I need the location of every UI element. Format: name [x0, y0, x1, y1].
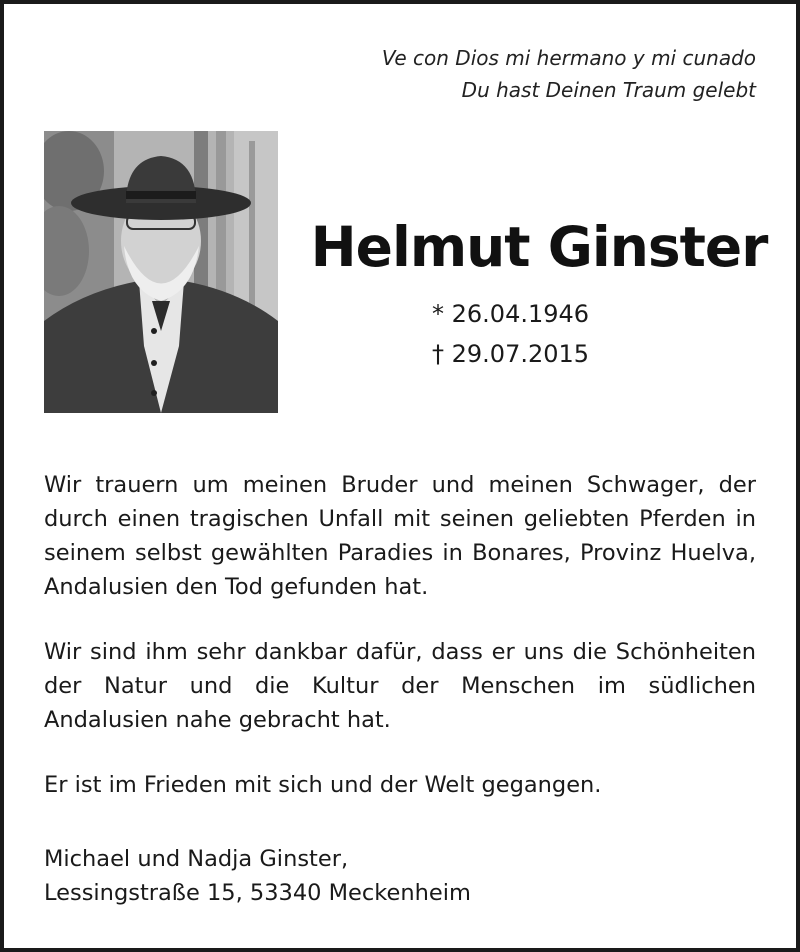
birth-date: * 26.04.1946 — [432, 300, 590, 328]
signature-address: Lessingstraße 15, 53340 Meckenheim — [44, 880, 471, 906]
motto-line-german: Du hast Deinen Traum gelebt — [461, 78, 756, 102]
life-dates — [432, 294, 589, 374]
signature-block — [44, 842, 471, 910]
paragraph-mourning: Wir trauern um meinen Bruder und meinen Schwager, der durch einen tragischen Unfall mit seinen geliebten Pferden in seinem selbst gewählten Paradies in Bonares, Provinz Huelva, Andalusien den Tod gefunden hat. — [44, 472, 756, 600]
motto — [382, 42, 756, 106]
paragraph-gratitude: Wir sind ihm sehr dankbar dafür, dass er uns die Schönheiten der Natur und die Kultur der Menschen im südlichen Andalusien nahe gebracht hat. — [44, 639, 756, 733]
paragraph-peace: Er ist im Frieden mit sich und der Welt gegangen. — [44, 772, 602, 798]
motto-line-spanish: Ve con Dios mi hermano y mi cunado — [381, 46, 756, 70]
signature-names: Michael und Nadja Ginster, — [44, 846, 349, 872]
deceased-name: Helmut Ginster — [310, 215, 768, 279]
portrait-photo — [44, 131, 278, 413]
death-date: † 29.07.2015 — [432, 340, 590, 368]
mourning-text — [44, 468, 756, 802]
